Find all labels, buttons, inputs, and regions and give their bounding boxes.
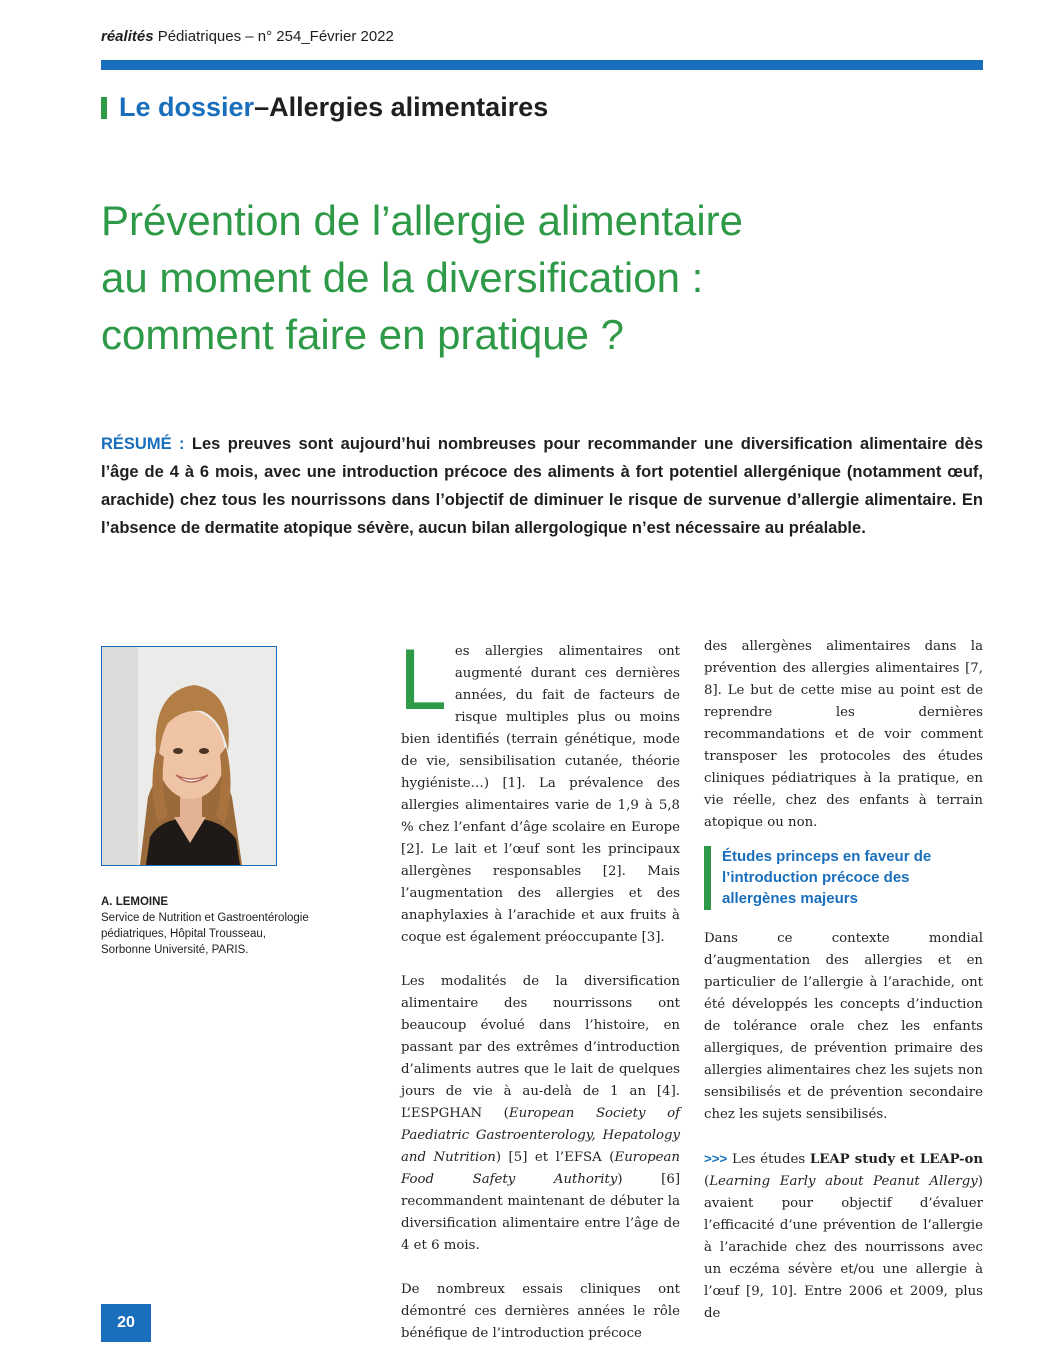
paragraph-text: es allergies alimentaires ont augmenté durant ces dernières années, du fait de facteurs de risque multiples plus ou moins bien identifiés (terrain génétique, mode de vie, sensibilisation cutanée, théorie hygiéniste…) [1]. La prévalence des allergies alimentaires varie de 1,9 à 5,8 % chez l’enfant d’âge scolaire en Europe [2]. Le lait et l’œuf sont les principaux allergènes responsables [2]. Mais l’augmentation des allergies et des anaphylaxies à l’arachide et aux fruits à coque est également préoccupante [3]. [401,644,680,945]
section-heading [101,92,548,123]
abstract-text: Les preuves sont aujourd’hui nombreuses pour recommander une diversification alimentaire dès l’âge de 4 à 6 mois, avec une introduction précoce des aliments à fort potentiel allergénique (notamment œuf, arachide) chez tous les nourrissons dans l’objectif de diminuer le risque de survenue d’allergie alimentaire. En l’absence de dermatite atopique sévère, aucun bilan allergologique n’est nécessaire au préalable. [101,435,984,537]
author-portrait-image [102,647,276,865]
paragraph: De nombreux essais cliniques ont démontré ces dernières années le rôle bénéfique de l’introduction précoce [401,1282,680,1341]
title-line: au moment de la diversification : [101,254,704,301]
author-name: A. LEMOINE [101,896,169,908]
study-name: LEAP study et LEAP-on [809,1152,983,1167]
paragraph [399,632,680,949]
page-number: 20 [101,1304,151,1342]
study-acronym-expansion: Learning Early about Peanut Allergy [709,1174,978,1189]
paragraph-text: ) [5] et l’EFSA ( [495,1150,615,1165]
paragraph-text: Les modalités de la diversification alimentaire des nourrissons ont beaucoup évolué dans l’histoire, en passant par des extrêmes d’introduction d’aliments autres que le lait de quelques jours de vie à au-delà de 1 an [4]. L’ESPGHAN ( [401,974,680,1121]
body-column-1 [399,632,681,1345]
paragraph: des allergènes alimentaires dans la prévention des allergies alimentaires [7, 8]. Le but de cette mise au point est de reprendre les dernières recommandations et de voir comment transposer les protocoles des études cliniques pédiatriques à la pratique, en vie réelle, chez des enfants à terrain atopique ou non. [704,639,983,830]
body-column-2 [704,636,983,834]
section-topic: Allergies alimentaires [269,92,549,122]
issue-info: Pédiatriques – n° 254_Février 2022 [153,28,394,45]
drop-cap: L [399,632,447,728]
paragraph-arrow: >>> [704,1151,728,1166]
paragraph-text: Les études [727,1152,810,1167]
subheading-marker [704,846,711,910]
running-header [101,28,394,45]
author-affiliation: Sorbonne Université, PARIS. [101,944,249,956]
paragraph: Dans ce contexte mondial d’augmentation des allergies et en particulier de l’allergie à l’arachide, ont été développés les concepts d’induction de tolérance orale chez les enfants allergiques, de prévention primaire des allergies alimentaires chez les sujets non sensibilisés et de prévention secondaire chez les sujets sensibilisés. [704,931,983,1122]
section-marker [101,97,107,119]
author-block [101,894,346,958]
title-line: Prévention de l’allergie alimentaire [101,197,744,244]
author-affiliation: Service de Nutrition et Gastroentérologie pédiatriques, Hôpital Trousseau, [101,912,309,940]
paragraph [401,971,680,1257]
paragraph-text: ( [704,1174,710,1189]
section-label: Le dossier [119,92,255,122]
espghan-name: European Society of Paediatric Gastroenterology, Hepatology and Nutrition [401,1106,680,1165]
abstract-label: RÉSUMÉ : [101,435,185,453]
journal-brand: réalités [101,28,154,45]
header-rule [101,60,983,70]
article-title [101,192,981,363]
author-photo [101,646,277,866]
paragraph-text: ) [6] recommandent maintenant de débuter la diversification alimentaire entre l’âge de 4 et 6 mois. [401,1172,681,1253]
paragraph-text: ) avaient pour objectif d’évaluer l’efficacité d’une prévention de l’allergie à l’arachide chez des nourrissons avec un eczéma sévère et/ou une allergie à l’œuf [9, 10]. Entre 2006 et 2009, plus de [704,1174,983,1321]
subheading [704,846,984,909]
subheading-text: Études princeps en faveur de l’introduction précoce des allergènes majeurs [722,848,932,907]
efsa-name: European Food Safety Authority [401,1150,680,1187]
paragraph [704,1148,983,1325]
body-column-2-continued [704,928,983,1325]
section-separator: – [254,92,270,122]
title-line: comment faire en pratique ? [101,311,624,358]
abstract [101,430,983,542]
